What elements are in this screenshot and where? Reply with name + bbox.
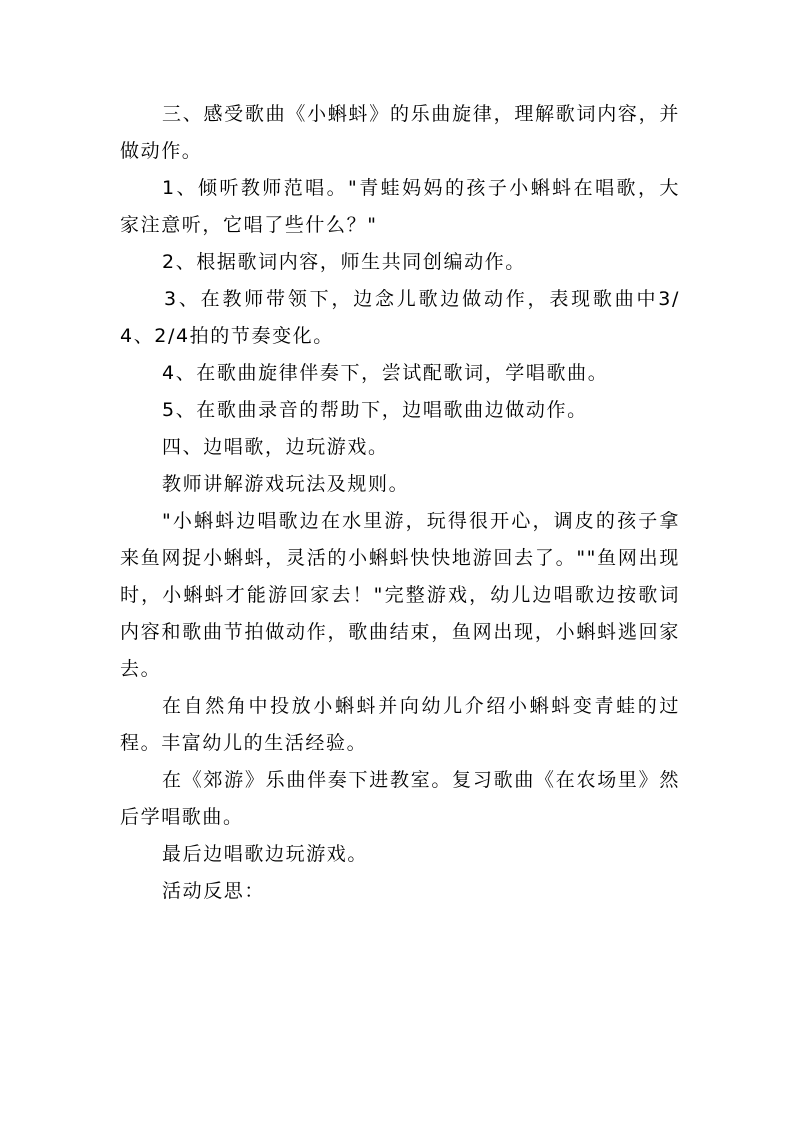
paragraph-step-2: 2、根据歌词内容，师生共同创编动作。 xyxy=(162,251,526,273)
paragraph-game-description: "小蝌蚪边唱歌边在水里游，玩得很开心，调皮的孩子拿来鱼网捉小蝌蚪，灵活的小蝌蚪快快地游回去了。""鱼网出现时，小蝌蚪才能游回家去！"完整游戏，幼儿边唱歌边按歌词内容和歌曲节拍做动作，歌曲结束，鱼网出现，小蝌蚪逃回家去。 xyxy=(120,510,680,680)
paragraph-section-three: 三、感受歌曲《小蝌蚪》的乐曲旋律，理解歌词内容，并做动作。 xyxy=(120,103,680,162)
paragraph-enter-classroom: 在《郊游》乐曲伴奏下进教室。复习歌曲《在农场里》然后学唱歌曲。 xyxy=(120,769,680,828)
paragraph-final-game: 最后边唱歌边玩游戏。 xyxy=(162,843,369,865)
paragraph-step-3: 3、在教师带领下，边念儿歌边做动作，表现歌曲中3/4、2/4拍的节奏变化。 xyxy=(120,288,680,347)
paragraph-game-rules: 教师讲解游戏玩法及规则。 xyxy=(162,473,410,495)
paragraph-step-1: 1、倾听教师范唱。"青蛙妈妈的孩子小蝌蚪在唱歌，大家注意听，它唱了些什么？" xyxy=(120,177,680,236)
paragraph-nature-corner: 在自然角中投放小蝌蚪并向幼儿介绍小蝌蚪变青蛙的过程。丰富幼儿的生活经验。 xyxy=(120,695,680,754)
paragraph-section-four: 四、边唱歌，边玩游戏。 xyxy=(162,436,389,458)
paragraph-step-5: 5、在歌曲录音的帮助下，边唱歌曲边做动作。 xyxy=(162,399,588,421)
paragraph-step-4: 4、在歌曲旋律伴奏下，尝试配歌词，学唱歌曲。 xyxy=(162,362,609,384)
document-body xyxy=(120,96,680,910)
paragraph-reflection-heading: 活动反思： xyxy=(162,880,266,902)
